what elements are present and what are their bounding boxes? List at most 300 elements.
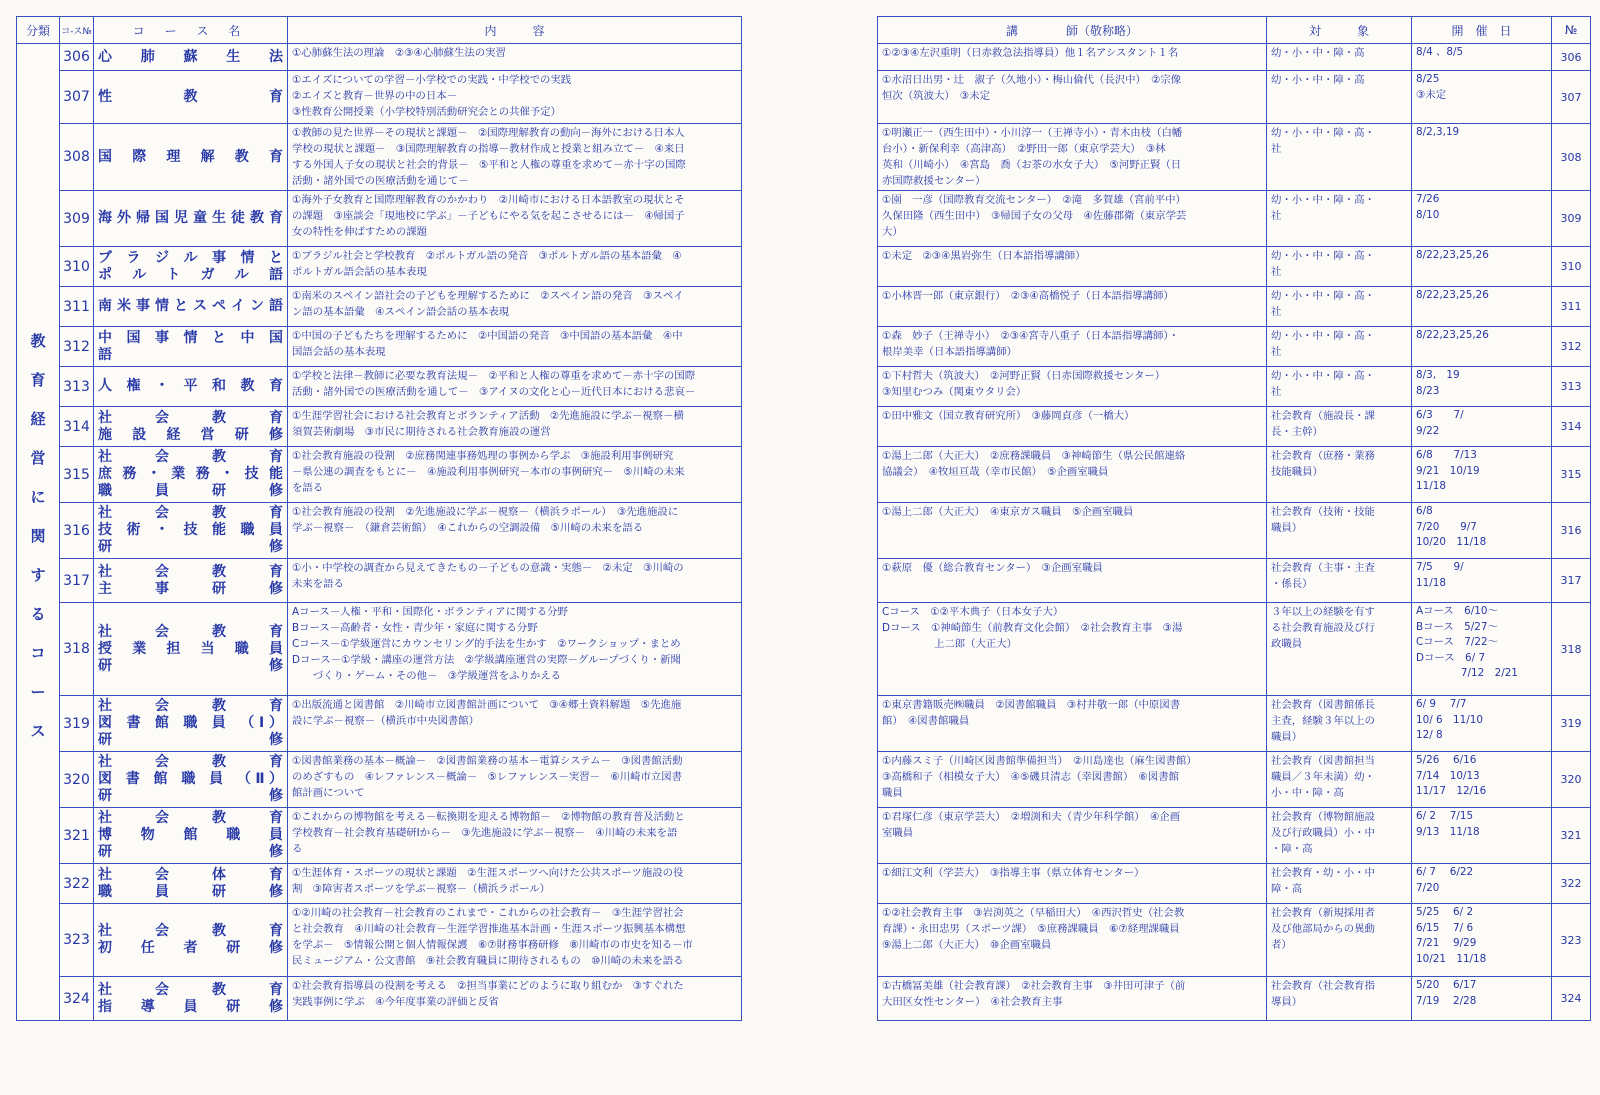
text-line: ①明瀬正一（西生田中）・小川淳一（王禅寺小）・青木由枝（白幡 [882, 127, 1183, 139]
target-cell [1267, 603, 1412, 696]
date-cell: Aコース 6/10～ Bコース 5/27～ Cコース 7/22～ Dコース 6/ 7 7/12 2/21 [1412, 603, 1552, 696]
header-target: 対 象 [1267, 17, 1412, 44]
category-char: る [30, 604, 46, 623]
course-title [94, 603, 288, 696]
text-line: 英和（川崎小） ④宮島 喬（お茶の水女子大） ⑤河野正賢（日 [882, 159, 1182, 171]
course-row-right [878, 287, 1591, 327]
text-line: 主 事 研 修 [98, 580, 283, 597]
header-category: 分類 [17, 17, 60, 44]
course-content [288, 696, 742, 752]
text-line: ①細江文利（学芸大） ③指導主事（県立体育センター） [882, 867, 1145, 879]
lecturer-cell [878, 864, 1267, 904]
text-line: Aコース－人権・平和・国際化・ボランティアに関する分野 [292, 606, 568, 618]
text-line: 図 書 館 職 員 （Ⅱ） [98, 771, 283, 787]
text-line: 社 [1271, 306, 1282, 318]
text-line: Dコース ①神崎節生（前教育文化会館） ②社会教育主事 ③湯 [882, 622, 1183, 634]
course-row-left [17, 447, 742, 503]
date-cell: 6/3 7/ 9/22 [1412, 407, 1552, 447]
course-title [94, 752, 288, 808]
text-line: ①心肺蘇生法の理論 ②③④心肺蘇生法の実習 [292, 47, 506, 59]
course-row-right [878, 603, 1591, 696]
row-number: 306 [1552, 44, 1591, 71]
target-cell [1267, 503, 1412, 559]
text-line: 博 物 館 職 員 [98, 827, 283, 843]
row-number: 311 [1552, 287, 1591, 327]
category-char: コ [30, 643, 46, 662]
text-line: 館） ④図書館職員 [882, 715, 970, 727]
course-row-right [878, 447, 1591, 503]
date-cell: 8/25 ③未定 [1412, 71, 1552, 124]
text-line: ①湯上二郎（大正大） ②庶務課職員 ③神崎節生（県公民館連絡 [882, 450, 1186, 462]
date-cell: 5/25 6/ 2 6/15 7/ 6 7/21 9/29 10/21 11/18 [1412, 904, 1552, 977]
text-line: ①小・中学校の調査から見えてきたもの－子どもの意識・実態－ ②未定 ③川崎の [292, 562, 684, 574]
text-line: 学校教育－社会教育基礎研Ⅰから－ ③先進施設に学ぶ－視察－ ④川崎の未来を語 [292, 827, 678, 839]
course-title [94, 864, 288, 904]
text-line: ③知里むつみ（関東ウタリ会） [882, 386, 1027, 398]
lecturer-cell [878, 191, 1267, 247]
course-title [94, 407, 288, 447]
course-row-right [878, 44, 1591, 71]
text-line: ン語の基本語彙 ④スペイン語会話の基本表現 [292, 306, 510, 318]
course-content [288, 367, 742, 407]
text-line: 長・主幹） [1271, 426, 1323, 438]
text-line: ①社会教育指導員の役割を考える ②担当事業にどのように取り組むか ③すぐれた [292, 980, 684, 992]
course-code: 315 [60, 447, 94, 503]
text-line: ①②社会教育主事 ③岩渕英之（早稲田大） ④西沢哲史（社会教 [882, 907, 1185, 919]
date-cell: 8/3, 19 8/23 [1412, 367, 1552, 407]
row-number: 313 [1552, 367, 1591, 407]
text-line: ①②③④左沢重明（日赤救急法指導員）他１名アシスタント１名 [882, 47, 1179, 59]
text-line: 南米事情とスペイン語 [98, 298, 283, 314]
text-line: 社会教育（主事・主査 [1271, 562, 1375, 574]
text-line: ①水沼日出男・辻 淑子（久地小）・梅山倫代（長沢中） ②宗像 [882, 74, 1182, 86]
text-line: のめざすもの ④レファレンス－概論－ ⑤レファレンス－実習－ ⑥川崎市立図書 [292, 771, 683, 783]
course-code: 309 [60, 191, 94, 247]
text-line: 職 員 研 修 [98, 883, 283, 900]
course-row-right [878, 367, 1591, 407]
text-line: ①社会教育施設の役割 ②庶務関連事務処理の事例から学ぶ ③施設利用事例研究 [292, 450, 674, 462]
text-line: 国 際 理 解 教 育 [98, 148, 283, 165]
text-line: 性 教 育 [98, 88, 283, 105]
lecturer-cell [878, 287, 1267, 327]
course-code: 320 [60, 752, 94, 808]
course-code: 307 [60, 71, 94, 124]
course-row-right [878, 808, 1591, 864]
lecturer-cell [878, 407, 1267, 447]
course-code: 323 [60, 904, 94, 977]
target-cell [1267, 327, 1412, 367]
row-number: 312 [1552, 327, 1591, 367]
text-line: 根岸美幸（日本語指導講師） [882, 346, 1018, 358]
text-line: ①これからの博物館を考える－転換期を迎える博物館－ ②博物館の教育普及活動と [292, 811, 685, 823]
course-title [94, 808, 288, 864]
text-line: 研 修 [98, 539, 283, 555]
row-number: 322 [1552, 864, 1591, 904]
text-line: 上二郎（大正大） [882, 638, 1018, 650]
course-title [94, 696, 288, 752]
course-content [288, 191, 742, 247]
lecturer-cell [878, 696, 1267, 752]
lecturer-cell [878, 977, 1267, 1021]
text-line: 初 任 者 研 修 [98, 940, 283, 956]
text-line: 社会教育（庶務・業務 [1271, 450, 1375, 462]
row-number: 310 [1552, 247, 1591, 287]
header-date: 開 催 日 [1412, 17, 1552, 44]
target-cell [1267, 864, 1412, 904]
course-row-right [878, 559, 1591, 603]
text-line: 民ミュージアム・公文書館 ⑨社会教育職員に期待されるもの ⑩川崎の未来を語る [292, 955, 684, 967]
course-row-left [17, 247, 742, 287]
text-line: ①田中雅文（国立教育研究所） ③藤岡貞彦（一橋大） [882, 410, 1135, 422]
right-page [877, 16, 1590, 1021]
target-cell [1267, 696, 1412, 752]
text-line: 社会教育（新規採用者 [1271, 907, 1375, 919]
course-row-left [17, 752, 742, 808]
text-line: ①図書館業務の基本－概論－ ②図書館業務の基本－電算システム－ ③図書館活動 [292, 755, 683, 767]
text-line: 恒次（筑波大） ③未定 [882, 90, 991, 102]
row-number: 319 [1552, 696, 1591, 752]
course-row-right [878, 503, 1591, 559]
text-line: 社 [1271, 143, 1282, 155]
text-line: ①萩原 優（総合教育センター） ③企画室職員 [882, 562, 1103, 574]
text-line: 社 [1271, 386, 1282, 398]
text-line: ブ ラ ジ ル 事 情 と [98, 249, 283, 266]
text-line: ③高橋和子（相模女子大） ④⑤磯貝清志（幸図書館） ⑥図書館 [882, 771, 1180, 783]
course-row-right [878, 247, 1591, 287]
course-code: 314 [60, 407, 94, 447]
course-code: 322 [60, 864, 94, 904]
text-line: 幼・小・中・障・高・ [1271, 330, 1375, 342]
row-number: 318 [1552, 603, 1591, 696]
category-char: す [30, 565, 46, 584]
lecturer-cell [878, 808, 1267, 864]
course-code: 324 [60, 977, 94, 1021]
date-cell: 8/2,3,19 [1412, 124, 1552, 191]
text-line: ①教師の見た世界－その現状と課題－ ②国際理解教育の動向－海外における日本人 [292, 127, 685, 139]
category-char: に [30, 487, 46, 506]
date-cell: 6/ 9 7/7 10/ 6 11/10 12/ 8 [1412, 696, 1552, 752]
row-number: 314 [1552, 407, 1591, 447]
text-line: 社会教育（博物館施設 [1271, 811, 1375, 823]
course-table-left [16, 16, 742, 1021]
text-line: 研 修 [98, 844, 283, 860]
course-title [94, 503, 288, 559]
course-title [94, 904, 288, 977]
text-line: ①社会教育施設の役割 ②先進施設に学ぶ－視察－（横浜ラポール） ③先進施設に [292, 506, 679, 518]
text-line: 大） [882, 226, 903, 238]
date-cell: 7/5 9/ 11/18 [1412, 559, 1552, 603]
text-line: 指 導 員 研 修 [98, 998, 283, 1015]
text-line: 室職員 [882, 827, 914, 839]
course-row-left [17, 287, 742, 327]
category-text [17, 331, 59, 740]
lecturer-cell [878, 124, 1267, 191]
text-line: を語る [292, 482, 324, 494]
text-line: 社会教育（社会教育指 [1271, 980, 1375, 992]
text-line: 社 会 教 育 [98, 923, 283, 939]
text-line: 設に学ぶ－視察－（横浜市中央図書館） [292, 715, 480, 727]
course-content [288, 503, 742, 559]
course-code: 317 [60, 559, 94, 603]
header-no: № [1552, 17, 1591, 44]
text-line: 実践事例に学ぶ ④今年度事業の評価と反省 [292, 996, 499, 1008]
text-line: 社 会 教 育 [98, 563, 283, 580]
text-line: 職員／３年未満）幼・ [1271, 771, 1375, 783]
text-line: の課題 ③座談会「現地校に学ぶ」－子どもにやる気を起こさせるには－ ④帰国子 [292, 210, 685, 222]
course-title [94, 447, 288, 503]
course-code: 308 [60, 124, 94, 191]
text-line: る社会教育施設及び行 [1271, 622, 1375, 634]
text-line: －県公連の調査をもとに－ ④施設利用事例研究－本市の事例研究－ ⑤川崎の未来 [292, 466, 685, 478]
course-table-right [877, 16, 1591, 1021]
text-line: 社 会 教 育 [98, 981, 283, 998]
text-line: 活動・諸外国での医療活動を通じて－ [292, 175, 469, 187]
text-line: 社 会 教 育 [98, 623, 283, 640]
date-cell: 8/4 、8/5 [1412, 44, 1552, 71]
text-line: 幼・小・中・障・高 [1271, 47, 1365, 59]
course-row-left [17, 696, 742, 752]
course-title [94, 247, 288, 287]
text-line: 技 術 ・ 技 能 職 員 [98, 522, 283, 538]
text-line: 国語会話の基本表現 [292, 346, 386, 358]
text-line: ①南米のスペイン語社会の子どもを理解するために ②スペイン語の発音 ③スペイ [292, 290, 684, 302]
course-row-left [17, 977, 742, 1021]
course-code: 319 [60, 696, 94, 752]
text-line: 女の特性を伸ばすための課題 [292, 226, 428, 238]
course-row-left [17, 44, 742, 71]
course-row-left [17, 71, 742, 124]
text-line: 育課）・永田忠男（スポーツ課） ⑤庶務課職員 ⑥⑦経理課職員 [882, 923, 1180, 935]
text-line: ①中国の子どもたちを理解するために ②中国語の発音 ③中国語の基本語彙 ④中 [292, 330, 683, 342]
target-cell [1267, 977, 1412, 1021]
text-line: ・障・高 [1271, 843, 1313, 855]
date-cell: 5/20 6/17 7/19 2/28 [1412, 977, 1552, 1021]
text-line: 職員 [882, 787, 903, 799]
text-line: ③性教育公開授業（小学校特別活動研究会との共催予定） [292, 106, 562, 118]
text-line: 幼・小・中・障・高 [1271, 74, 1365, 86]
text-line: 未来を語る [292, 578, 344, 590]
header-course-name: コ ー ス 名 [94, 17, 288, 44]
text-line: 人 権 ・ 平 和 教 育 [98, 378, 283, 394]
text-line: ①湯上二郎（大正大） ④東京ガス職員 ⑤企画室職員 [882, 506, 1134, 518]
text-line: する外国人子女の現状と社会的背景－ ⑤平和と人権の尊重を求めて－赤十字の国際 [292, 159, 686, 171]
right-header-row [878, 17, 1591, 44]
course-content [288, 904, 742, 977]
lecturer-cell [878, 447, 1267, 503]
target-cell [1267, 287, 1412, 327]
text-line: 幼・小・中・障・高・ [1271, 194, 1375, 206]
course-title [94, 327, 297, 367]
row-number: 308 [1552, 124, 1591, 191]
row-number: 320 [1552, 752, 1591, 808]
course-title [94, 44, 288, 71]
course-row-right [878, 977, 1591, 1021]
course-row-right [878, 864, 1591, 904]
course-row-left [17, 124, 742, 191]
course-content [288, 752, 742, 808]
text-line: ①生涯学習社会における社会教育とボランティア活動 ②先進施設に学ぶ－視察－横 [292, 410, 684, 422]
text-line: 社 [1271, 210, 1282, 222]
course-code: 310 [60, 247, 94, 287]
target-cell [1267, 367, 1412, 407]
category-char: 営 [30, 448, 46, 467]
date-cell: 8/22,23,25,26 [1412, 287, 1552, 327]
course-row-right [878, 191, 1591, 247]
text-line: 社 会 教 育 [98, 505, 283, 521]
course-row-right [878, 327, 1591, 367]
lecturer-cell [878, 44, 1267, 71]
text-line: 職 員 研 修 [98, 483, 283, 499]
text-line: 心 肺 蘇 生 法 [98, 48, 283, 65]
text-line: 協議会） ④牧垣亘哉（幸市民館） ⑤企画室職員 [882, 466, 1109, 478]
course-row-left [17, 327, 742, 367]
text-line: ①君塚仁彦（東京学芸大） ②増渕和夫（青少年科学館） ④企画 [882, 811, 1181, 823]
target-cell [1267, 44, 1412, 71]
course-row-right [878, 752, 1591, 808]
course-title [94, 367, 288, 407]
date-cell: 6/ 2 7/15 9/13 11/18 [1412, 808, 1552, 864]
category-char: 育 [30, 370, 46, 389]
text-line: 赤国際救援センター） [882, 175, 986, 187]
text-line: Cコース ①②平木典子（日本女子大） [882, 606, 1064, 618]
course-row-right [878, 124, 1591, 191]
course-content [288, 247, 742, 287]
lecturer-cell [878, 71, 1267, 124]
lecturer-cell [878, 367, 1267, 407]
date-cell: 7/26 8/10 [1412, 191, 1552, 247]
text-line: 割 ③障害者スポーツを学ぶ－視察－（横浜ラポール） [292, 883, 551, 895]
course-row-left [17, 904, 742, 977]
text-line: ①古橋冨美雄（社会教育課） ②社会教育主事 ③井田可津子（前 [882, 980, 1186, 992]
text-line: 職員） [1271, 731, 1303, 743]
text-line: Cコース－①学級運営にカウンセリング的手法を生かす ②ワークショップ・まとめ [292, 638, 681, 650]
date-cell: 8/22,23,25,26 [1412, 247, 1552, 287]
text-line: ①内藤スミ子（川崎区図書館準備担当） ②川島達也（麻生図書館） [882, 755, 1197, 767]
text-line: 授 業 担 当 職 員 [98, 640, 283, 657]
lecturer-cell [878, 247, 1267, 287]
course-content [288, 327, 742, 367]
header-lecturer: 講 師（敬称略） [878, 17, 1267, 44]
date-cell: 8/22,23,25,26 [1412, 327, 1552, 367]
text-line: 導員） [1271, 996, 1303, 1008]
text-line: ⑨湯上二郎（大正大） ⑩企画室職員 [882, 939, 1052, 951]
text-line: 及び行政職員）小・中 [1271, 827, 1375, 839]
category-char: 関 [30, 526, 46, 545]
text-line: 中 国 事 情 と 中 国 語 [98, 329, 297, 363]
row-number: 317 [1552, 559, 1591, 603]
text-line: ②エイズと教育－世界の中の日本－ [292, 90, 458, 102]
course-row-left [17, 503, 742, 559]
text-line: 社会教育・幼・小・中 [1271, 867, 1375, 879]
category-char: 経 [30, 409, 46, 428]
course-row-left [17, 191, 742, 247]
lecturer-cell [878, 752, 1267, 808]
course-code: 306 [60, 44, 94, 71]
course-code: 318 [60, 603, 94, 696]
text-line: 図 書 館 職 員 （Ⅰ） [98, 715, 283, 731]
course-content [288, 808, 742, 864]
course-row-right [878, 407, 1591, 447]
text-line: ・係長） [1271, 578, 1313, 590]
text-line: ①生涯体育・スポーツの現状と課題 ②生涯スポーツへ向けた公共スポーツ施設の役 [292, 867, 684, 879]
text-line: 幼・小・中・障・高・ [1271, 250, 1375, 262]
text-line: 学校の現状と課題－ ③国際理解教育の指導－教材作成と授業と組み立て－ ④来日 [292, 143, 685, 155]
text-line: 研 修 [98, 788, 283, 804]
course-row-right [878, 904, 1591, 977]
course-title [94, 124, 288, 191]
text-line: Dコース－①学級・講座の運営方法 ②学級講座運営の実際－グループづくり・新聞 [292, 654, 681, 666]
text-line: 社会教育（技術・技能 [1271, 506, 1375, 518]
text-line: Bコース－高齢者・女性・青少年・家庭に関する分野 [292, 622, 538, 634]
course-code: 312 [60, 327, 94, 367]
lecturer-cell [878, 503, 1267, 559]
text-line: ①海外子女教育と国際理解教育のかかわり ②川崎市における日本語教室の現状とそ [292, 194, 685, 206]
text-line: 社会教育（図書館係長 [1271, 699, 1375, 711]
text-line: る [292, 843, 303, 855]
text-line: ①②川崎の社会教育－社会教育のこれまで・これからの社会教育－ ③生涯学習社会 [292, 907, 684, 919]
text-line: と社会教育 ④川崎の社会教育－生涯学習推進基本計画・生涯スポーツ振興基本構想 [292, 923, 686, 935]
course-code: 311 [60, 287, 94, 327]
text-line: ポルトガル語会話の基本表現 [292, 266, 427, 278]
text-line: 職員） [1271, 522, 1303, 534]
text-line: 技能職員） [1271, 466, 1323, 478]
text-line: 社 [1271, 266, 1282, 278]
course-row-right [878, 696, 1591, 752]
text-line: 学ぶ－視察－ （鎌倉芸術館） ④これからの空調設備 ⑤川崎の未来を語る [292, 522, 644, 534]
text-line: ①出版流通と図書館 ②川崎市立図書館計画について ③④郷土資料解題 ⑤先進施 [292, 699, 682, 711]
text-line: 台小）・新保利幸（高津高） ②野田一郎（東京学芸大） ③林 [882, 143, 1166, 155]
text-line: 政職員 [1271, 638, 1303, 650]
text-line: 活動・諸外国での医療活動を通して－ ③アイヌの文化と心－近代日本における悲哀－ [292, 386, 696, 398]
text-line: 庶 務 ・ 業 務 ・ 技 能 [98, 466, 283, 482]
category-cell [17, 44, 60, 1021]
category-char: ー [30, 682, 46, 701]
row-number: 323 [1552, 904, 1591, 977]
target-cell [1267, 407, 1412, 447]
target-cell [1267, 447, 1412, 503]
text-line: 者） [1271, 939, 1292, 951]
text-line: 及び他部局からの異動 [1271, 923, 1375, 935]
course-row-left [17, 808, 742, 864]
row-number: 316 [1552, 503, 1591, 559]
text-line: ポ ル ト ガ ル 語 [98, 266, 283, 283]
course-content [288, 603, 742, 696]
course-content [288, 44, 742, 71]
target-cell [1267, 247, 1412, 287]
course-content [288, 864, 742, 904]
date-cell: 6/8 7/20 9/7 10/20 11/18 [1412, 503, 1552, 559]
row-number: 307 [1552, 71, 1591, 124]
text-line: 館計画について [292, 787, 365, 799]
text-line: 須賀芸術劇場 ③市民に期待される社会教育施設の運営 [292, 426, 551, 438]
course-title [94, 71, 288, 124]
left-header-row [17, 17, 742, 44]
text-line: ①学校と法律－教師に必要な教育法規－ ②平和と人権の尊重を求めて－赤十字の国際 [292, 370, 696, 382]
text-line: ３年以上の経験を有す [1271, 606, 1375, 618]
text-line: 社会教育（図書館担当 [1271, 755, 1375, 767]
text-line: 久保田隆（西生田中） ③帰国子女の父母 ④佐藤郡衛（東京学芸 [882, 210, 1187, 222]
course-title [94, 977, 288, 1021]
text-line: 社 会 教 育 [98, 698, 283, 714]
left-page [16, 16, 741, 1021]
text-line: 小・中・障・高 [1271, 787, 1344, 799]
text-line: 社 会 体 育 [98, 866, 283, 883]
date-cell: 5/26 6/16 7/14 10/13 11/17 12/16 [1412, 752, 1552, 808]
text-line: 大田区女性センター） ④社会教育主事 [882, 996, 1063, 1008]
course-content [288, 559, 742, 603]
text-line: ①下村哲夫（筑波大） ②河野正賢（日赤国際救援センター） [882, 370, 1166, 382]
row-number: 321 [1552, 808, 1591, 864]
